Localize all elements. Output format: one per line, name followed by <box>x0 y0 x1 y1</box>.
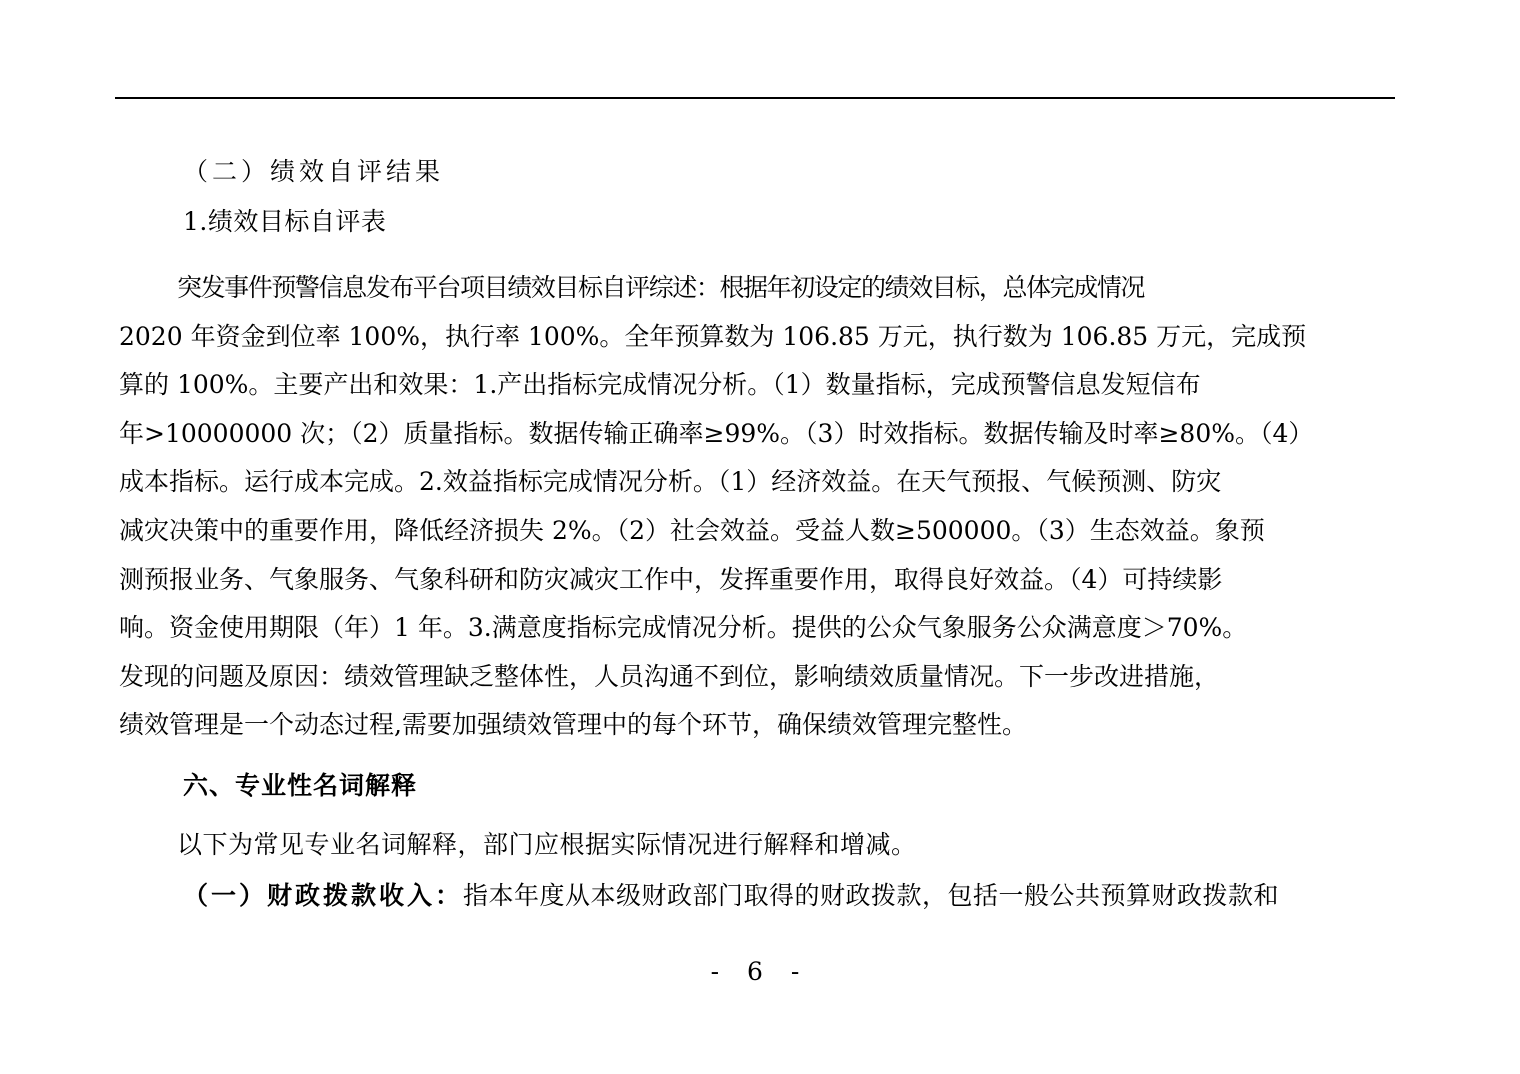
term-definition-financial-allocation <box>183 881 1279 911</box>
page-number: - 6 - <box>710 957 810 986</box>
section-six-heading: 六、专业性名词解释 <box>183 771 418 800</box>
paragraph-line: 减灾决策中的重要作用，降低经济损失 2%。（2）社会效益。受益人数≥500000。（3）生态效益。象预 <box>119 515 1265 545</box>
section-six-intro: 以下为常见专业名词解释，部门应根据实际情况进行解释和增减。 <box>177 830 917 859</box>
header-rule <box>115 97 1395 99</box>
paragraph-line: 成本指标。运行成本完成。2.效益指标完成情况分析。（1）经济效益。在天气预报、气候预测、防灾 <box>119 467 1222 497</box>
paragraph-line: 2020 年资金到位率 100%，执行率 100%。全年预算数为 106.85 万元，执行数为 106.85 万元，完成预 <box>119 321 1307 351</box>
subsection-heading: （二）绩效自评结果 <box>183 157 445 186</box>
term-text: 指本年度从本级财政部门取得的财政拨款，包括一般公共预算财政拨款和 <box>463 881 1280 910</box>
paragraph-line: 年>10000000 次；（2）质量指标。数据传输正确率≥99%。（3）时效指标。数据传输及时率≥80%。（4） <box>119 418 1314 448</box>
paragraph-line: 绩效管理是一个动态过程,需要加强绩效管理中的每个环节，确保绩效管理完整性。 <box>119 710 1027 740</box>
term-label: （一）财政拨款收入： <box>183 881 464 910</box>
paragraph-line: 响。资金使用期限（年）1 年。3.满意度指标完成情况分析。提供的公众气象服务公众满意度＞70%。 <box>119 613 1248 643</box>
table-heading: 1.绩效目标自评表 <box>183 207 387 236</box>
paragraph-line: 测预报业务、气象服务、气象科研和防灾减灾工作中，发挥重要作用，取得良好效益。（4）可持续影 <box>119 564 1223 594</box>
self-evaluation-summary-paragraph <box>119 264 1391 750</box>
paragraph-line: 算的 100%。主要产出和效果：1.产出指标完成情况分析。（1）数量指标，完成预警信息发短信布 <box>119 370 1201 400</box>
paragraph-line: 突发事件预警信息发布平台项目绩效目标自评综述：根据年初设定的绩效目标，总体完成情况 <box>177 273 1144 302</box>
paragraph-line: 发现的问题及原因：绩效管理缺乏整体性，人员沟通不到位，影响绩效质量情况。下一步改进措施， <box>119 661 1220 691</box>
